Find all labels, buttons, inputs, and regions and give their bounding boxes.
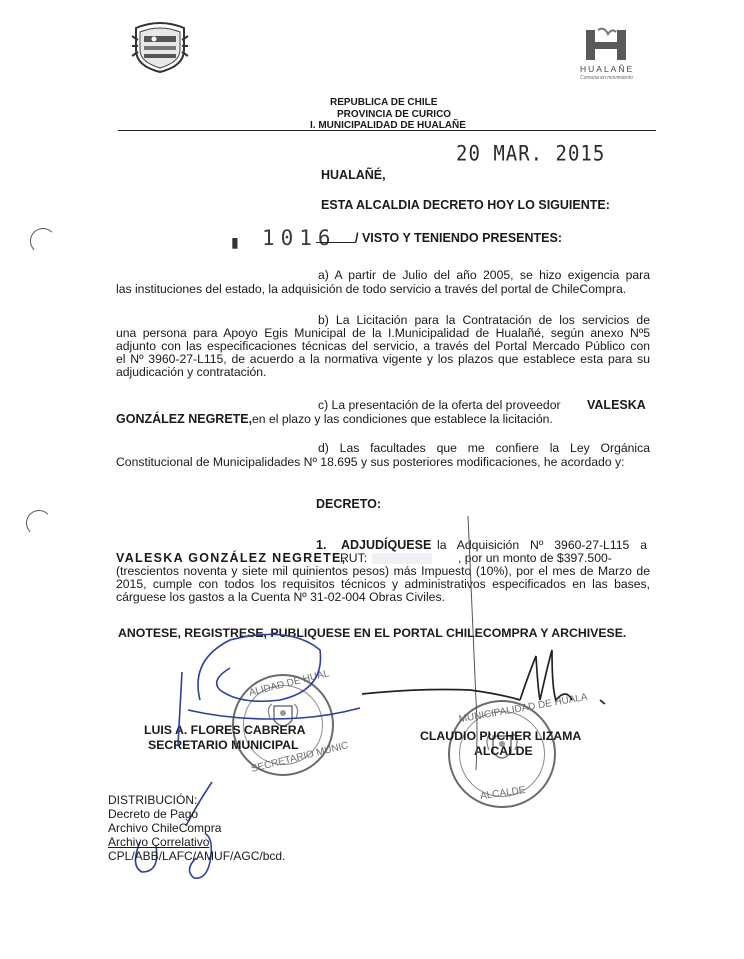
logo-right-text: HUALAÑE [580, 64, 635, 74]
consideration-b-line3: adjunto con las especificaciones técnicas del servicio, a través del Portal Mercado Público con [116, 339, 650, 353]
visto-label: / VISTO Y TENIENDO PRESENTES: [355, 231, 562, 245]
article1-line2-rest: , por un monto de $397.500- [458, 551, 612, 565]
distribution-item: Decreto de Pago [108, 807, 199, 821]
decree-number: 1016 [262, 226, 337, 250]
consideration-c-first: c) La presentación de la oferta del proveedor [318, 398, 561, 412]
consideration-b-line5: adjudicación y contratación. [116, 365, 267, 379]
consideration-b-first: b) La Licitación para la Contratación de los servicios de [318, 313, 650, 327]
consideration-c-provider-a: VALESKA [587, 398, 646, 412]
consideration-a-first: a) A partir de Julio del año 2005, se hizo exigencia para [318, 268, 650, 282]
consideration-a-rest: las instituciones del estado, la adquisición de todo servicio a través del portal de ChileCompra. [116, 282, 627, 296]
article1-line5: cárguese los gastos a la Cuenta Nº 31-02-004 Obras Civiles. [116, 590, 445, 604]
article1-number: 1. [316, 538, 327, 552]
header-country: REPUBLICA DE CHILE [330, 97, 438, 108]
article1-line3: (trescientos noventa y siete mil quinientos pesos) más Impuesto (10%), por el mes de Marzo de [116, 564, 650, 578]
secretary-name: LUIS A. FLORES CABRERA [144, 723, 306, 737]
logo-right-tagline: Comuna en movimiento [580, 75, 633, 81]
decree-number-mark: ▮ [231, 234, 239, 250]
article1-line4: 2015, cumple con todos los requisitos técnicos y administrativos especificados en las bases, [116, 577, 650, 591]
closing-line: ANOTESE, REGISTRESE, PUBLIQUESE EN EL PORTAL CHILECOMPRA Y ARCHIVESE. [118, 626, 627, 640]
secretary-stamp-top: ALIDAD DE HUAL [247, 668, 331, 699]
secretary-title: SECRETARIO MUNICIPAL [148, 738, 299, 752]
article1-rut-label: RUT: [340, 551, 368, 565]
date-stamp: 20 MAR. 2015 [456, 141, 606, 167]
header-province: PROVINCIA DE CURICO [337, 109, 452, 120]
distribution-item: CPL/ABB/LAFC/AMUF/AGC/bcd. [108, 849, 286, 863]
distribution-item: Archivo Correlativo [108, 835, 210, 849]
article1-line1-rest: la Adquisición Nº 3960-27-L115 a [437, 538, 647, 552]
header-municipality: I. MUNICIPALIDAD DE HUALAÑE [310, 120, 466, 131]
mayor-name: CLAUDIO PUCHER LIZAMA [420, 729, 582, 743]
secretary-stamp-bottom: SECRETARIO MUNIC [250, 740, 350, 775]
distribution-title: DISTRIBUCIÓN: [108, 793, 198, 807]
intro-line: ESTA ALCALDIA DECRETO HOY LO SIGUIENTE: [321, 198, 610, 212]
distribution-item: Archivo ChileCompra [108, 821, 222, 835]
consideration-b-line2: una persona para Apoyo Egis Municipal de la I.Municipalidad de Hualañé, según anexo Nº5 [116, 326, 650, 340]
place-label: HUALAÑÉ, [321, 168, 386, 182]
consideration-c-provider-b: GONZÁLEZ NEGRETE, [116, 412, 253, 426]
article1-provider: VALESKA GONZÁLEZ NEGRETE, [116, 551, 347, 565]
mayor-stamp-bottom: ALCALDE [479, 784, 527, 803]
decreto-title: DECRETO: [316, 497, 382, 511]
consideration-b-line4: el Nº 3960-27-L115, de acuerdo a la normativa vigente y los plazos que establece esta para su [116, 352, 650, 366]
consideration-c-rest: en el plazo y las condiciones que establece la licitación. [252, 412, 553, 426]
article1-keyword: ADJUDÍQUESE [341, 538, 432, 552]
consideration-d-rest: Constitucional de Municipalidades Nº 18.695 y sus posteriores modificaciones, he acordado y: [116, 455, 625, 469]
mayor-title: ALCALDE [474, 744, 533, 758]
consideration-d-first: d) Las facultades que me confiere la Ley Orgánica [318, 441, 650, 455]
mayor-stamp-top: MUNICIPALIDAD DE HUALA [458, 691, 589, 726]
